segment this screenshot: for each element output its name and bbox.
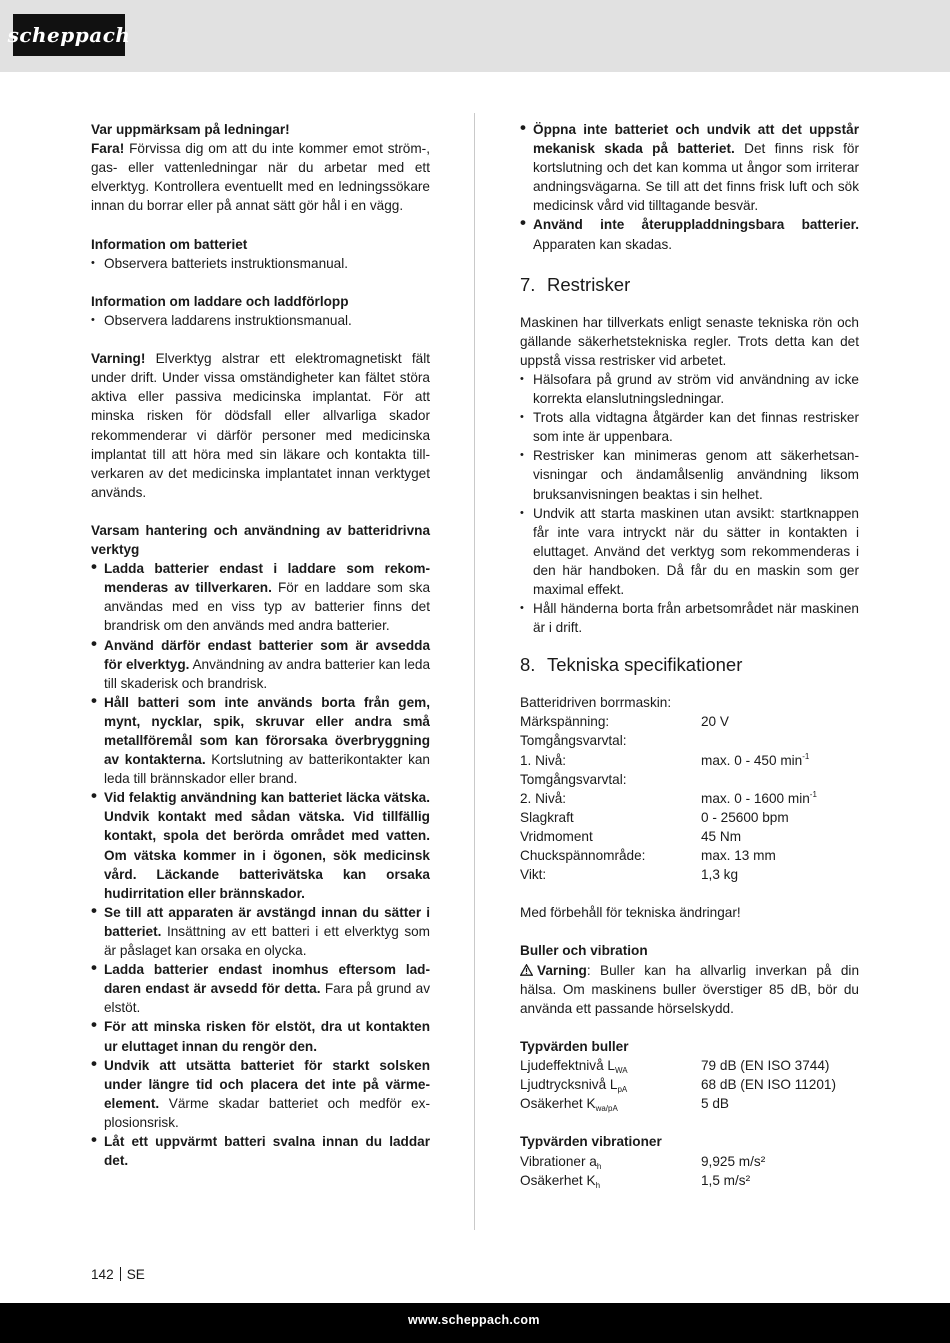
- page-number: 142 SE: [91, 1267, 145, 1282]
- list-item: • Observera batteriets instruktionsmanual.: [91, 254, 430, 273]
- noise-table: [520, 1056, 859, 1113]
- section-7-intro: Maskinen har tillverkats enligt senaste tekniska rön och gällande säkerhetstekniska regler. Trots detta kan det uppstå vissa restrisker vid arbetet.: [520, 314, 859, 368]
- list-item: • Ladda batterier endast i laddare som rekommenderas av tillverkaren. För en laddare som ska användas med en viss typ av batterier finns det brandrisk om den används med andra batterier.: [91, 559, 430, 635]
- noise-warning-paragraph: Varning: Buller kan ha allvarlig inverkan på din hälsa. Om maskinens buller överstiger 85 dB, bör du använda ett passande hörselskydd.: [520, 962, 859, 1016]
- table-row: Vibrationer $a_h$ 9,925 m/s²: [520, 1153, 766, 1171]
- charger-info-heading: Information om laddare och laddförlopp: [91, 293, 349, 309]
- warning-triangle-icon: [520, 964, 533, 976]
- list-item: • Se till att apparaten är avstängd innan du sätter i batteriet. Insättning av ett batteri i ett elverktyg som är påslaget kan orsaka en olycka.: [91, 903, 430, 960]
- spec-heading: Batteridriven borrmaskin:: [520, 695, 672, 711]
- table-row: Chuckspännområde: max. 13 mm: [520, 848, 776, 863]
- list-item: • Ladda batterier endast inomhus eftersom laddaren endast är avsedd för detta. Fara på grund av elstöt.: [91, 960, 430, 1017]
- list-item: • För att minska risken för elstöt, dra ut kontakten ur eluttaget innan du rengör den.: [91, 1017, 430, 1055]
- table-row: Märkspänning: 20 V: [520, 714, 729, 730]
- spec-table: [520, 712, 859, 884]
- battery-info-heading: Information om batteriet: [91, 236, 248, 252]
- emf-warning-paragraph: Varning! Elverktyg alstrar ett elektromagnetiskt fält under drift. Under vissa omständigheter kan fältet störa aktiva eller passiva medicinska implantat. För att minska risken för dödsfall eller allvarliga skador rekommenderar vi därför personer med medicinska implantat till att höra med sin läkare och kontakta tillverkaren av det medicinska implantatet innan verktyget används.: [91, 351, 430, 500]
- list-item: • Undvik att utsätta batteriet för starkt solsken under längre tid och placera det inte på värmeelement. Värme skadar batteriet och medför explosionsrisk.: [91, 1056, 430, 1132]
- table-row: 1. Nivå: max. 0 - 450 $\min^{-1}$: [520, 751, 810, 768]
- table-row: Osäkerhet $K_{wa/pA}$ 5 dB: [520, 1096, 729, 1114]
- handling-list: [91, 559, 430, 1170]
- table-row: Vridmoment 45 Nm: [520, 828, 742, 844]
- section-7-heading: 7. Restrisker: [520, 273, 631, 295]
- table-row: Slagkraft 0 - 25600 bpm: [520, 809, 789, 825]
- list-item: • Använd därför endast batterier som är avsedda för elverktyg. Användning av andra batterier kan leda till skaderisk och brandrisk.: [91, 636, 430, 693]
- noise-values-heading: Typvärden buller: [520, 1038, 629, 1054]
- charger-info-list: [91, 311, 430, 330]
- list-item: • Restrisker kan minimeras genom att säkerhetsanvisningar och ändamålsenlig användning liksom bruksanvisningen beaktas i sin helhet.: [520, 446, 859, 503]
- list-item: • Håll händerna borta från arbetsområdet när maskinen är i drift.: [520, 599, 859, 637]
- header-band: [0, 0, 950, 72]
- wiring-paragraph: Fara! Förvissa dig om att du inte kommer emot ström-, gas- eller vattenledningar när du arbetar med ett elverktyg. Kontrollera eventuellt med en ledningssökare innan du borrar eller på annat sätt gör hål i en vägg.: [91, 141, 430, 214]
- list-item: • Använd inte återuppladdningsbara batterier. Apparaten kan skadas.: [520, 215, 859, 253]
- residual-risk-list: [520, 370, 859, 637]
- battery-safety-list: [520, 120, 859, 254]
- list-item: • Vid felaktig användning kan batteriet läcka vätska. Undvik kontakt med sådan vätska. Vid tillfällig kontakt, spola det berörda området med vatten. Om vätska kommer in i ögonen, sök medicinsk vård. Läckande batterivätska kan orsaka hudirritation eller brännskador.: [91, 788, 430, 903]
- list-item: • Trots alla vidtagna åtgärder kan det finnas restrisker som inte är uppenbara.: [520, 408, 859, 446]
- wiring-heading: Var uppmärksam på ledningar!: [91, 122, 290, 137]
- table-row: Vikt: 1,3 kg: [520, 867, 739, 883]
- list-item: • Öppna inte batteriet och undvik att det uppstår mekanisk skada på batteriet. Det finns risk för kortslutning och det kan komma ut ångor som irriterar andningsvägarna. Se till att det finns frisk luft och sök medicinsk vård vid tilltagande besvär.: [520, 120, 859, 215]
- list-item: • Låt ett uppvärmt batteri svalna innan du laddar det.: [91, 1132, 430, 1170]
- vibration-table: [520, 1152, 859, 1190]
- table-row: 2. Nivå: max. 0 - 1600 $\min^{-1}$: [520, 789, 817, 806]
- column-divider: [474, 113, 475, 1230]
- vibration-heading: Typvärden vibrationer: [520, 1134, 662, 1150]
- handling-heading: Varsam hantering och användning av batteridrivna verktyg: [91, 522, 430, 558]
- noise-heading: Buller och vibration: [520, 943, 648, 959]
- list-item: • Undvik att starta maskinen utan avsikt: startknappen får inte vara intryckt när du sätter in kontakten i eluttaget. Använd det verktyg som rekommenderas i den här handboken. Då får du en maskin som ger maximal effekt.: [520, 504, 859, 599]
- table-row: Osäkerhet $K_h$ 1,5 m/s²: [520, 1172, 751, 1190]
- list-item: • Observera laddarens instruktionsmanual.: [91, 311, 430, 330]
- list-item: • Håll batteri som inte används borta från gem, mynt, nycklar, spik, skruvar eller andra små metallföremål som kan förorsaka överbryggning av kontakterna. Kortslutning av batterikontakter kan leda till brännskador eller brand.: [91, 693, 430, 788]
- scheppach-logo: scheppach: [13, 14, 125, 56]
- table-row: Ljudtrycksnivå $L_{pA}$ 68 dB (EN ISO 11201): [520, 1077, 837, 1095]
- website-link[interactable]: www.scheppach.com: [408, 1313, 540, 1327]
- table-row: Ljudeffektnivå $L_{WA}$ 79 dB (EN ISO 3744): [520, 1058, 830, 1076]
- left-column: [91, 120, 430, 1170]
- list-item: • Hälsofara på grund av ström vid användning av icke korrekta elanslutningsledningar.: [520, 370, 859, 408]
- right-column: [520, 120, 859, 1190]
- table-row: Tomgångsvarvtal:: [520, 771, 627, 787]
- section-8-heading: 8. Tekniska specifikationer: [520, 654, 743, 676]
- reservation-note: Med förbehåll för tekniska ändringar!: [520, 905, 741, 921]
- table-row: Tomgångsvarvtal:: [520, 733, 627, 749]
- battery-info-list: [91, 254, 430, 273]
